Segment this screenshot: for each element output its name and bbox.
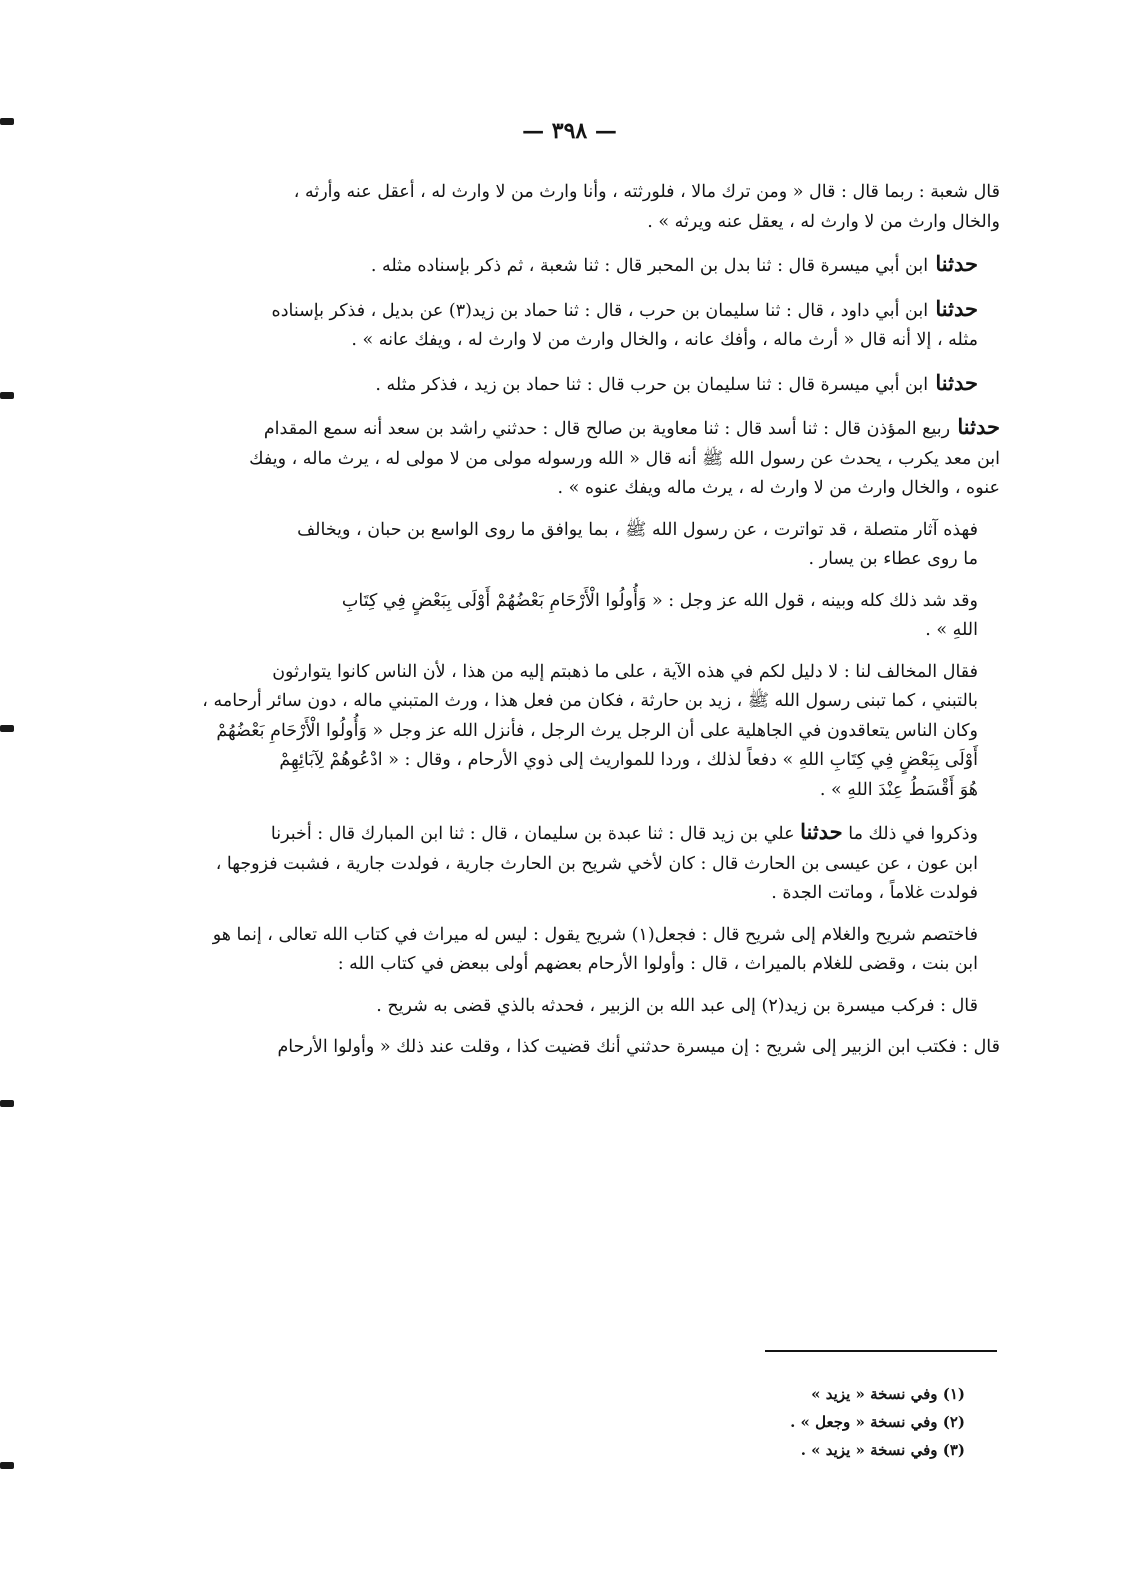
narration-keyword: حدثنا — [800, 819, 843, 844]
footnote-divider — [765, 1350, 997, 1352]
main-text — [128, 178, 1000, 1075]
text-line: عنوه ، والخال وارث من لا وارث له ، يرث ماله ويفك عنوه » . — [557, 478, 1000, 498]
paragraph — [128, 921, 1000, 980]
scan-edge-mark — [0, 1462, 14, 1469]
footnote-3: (٣) وفي نسخة « يزيد » . — [800, 1441, 965, 1459]
text-line-content: وذكروا في ذلك ما — [842, 824, 978, 844]
text-line: أَوْلَى بِبَعْضٍ فِي كِتَابِ اللهِ » دفعاً لذلك ، وردا للمواريث إلى ذوي الأرحام ، وقال : « ادْعُوهُمْ لِآبَائِهِمْ — [279, 750, 978, 770]
text-line — [128, 368, 1000, 401]
text-line: قال شعبة : ربما قال : قال « ومن ترك مالا ، فلورثته ، وأنا وارث من لا وارث له ، أعقل عنه وأرثه ، — [293, 182, 1000, 202]
text-line — [128, 294, 1000, 327]
paragraph — [128, 587, 1000, 646]
text-line — [128, 412, 1000, 445]
text-line-content: ابن أبي داود ، قال : ثنا سليمان بن حرب ، قال : ثنا حماد بن زيد(٣) عن بديل ، فذكر بإسناده — [271, 300, 929, 321]
scan-edge-mark — [0, 118, 14, 125]
text-line: بالتبني ، كما تبنى رسول الله ﷺ ، زيد بن حارثة ، فكان من فعل هذا ، ورث المتبني ماله ، دون سائر أرحامه ، — [202, 691, 978, 711]
narration-keyword: حدثنا — [928, 251, 978, 276]
paragraph — [128, 294, 1000, 356]
narration-keyword: حدثنا — [950, 414, 1000, 439]
text-line: والخال وارث من لا وارث له ، يعقل عنه ويرثه » . — [647, 211, 1000, 232]
text-line: ما روى عطاء بن يسار . — [808, 549, 978, 569]
text-line: فولدت غلاماً ، وماتت الجدة . — [771, 883, 978, 903]
paragraph — [128, 817, 1000, 909]
text-line: وقد شد ذلك كله وبينه ، قول الله عز وجل : « وَأُولُوا الْأَرْحَامِ بَعْضُهُمْ أَوْلَى بِبَعْضٍ فِي كِتَابِ — [341, 590, 978, 611]
text-line: وكان الناس يتعاقدون في الجاهلية على أن الرجل يرث الرجل ، فأنزل الله عز وجل « وَأُولُوا الْأَرْحَامِ بَعْضُهُمْ — [216, 720, 978, 741]
text-line — [128, 249, 1000, 282]
footnotes — [600, 1380, 965, 1464]
text-line: قال : فركب ميسرة بن زيد(٢) إلى عبد الله بن الزبير ، فحدثه بالذي قضى به شريح . — [376, 995, 978, 1016]
paragraph — [128, 178, 1000, 237]
text-line: فقال المخالف لنا : لا دليل لكم في هذه الآية ، على ما ذهبتم إليه من هذا ، لأن الناس كانوا يتوارثون — [272, 661, 978, 682]
text-line-content: ابن أبي ميسرة قال : ثنا سليمان بن حرب قال : ثنا حماد بن زيد ، فذكر مثله . — [375, 374, 929, 395]
text-line-content: ربيع المؤذن قال : ثنا أسد قال : ثنا معاوية بن صالح قال : حدثني راشد بن سعد أنه سمع المقدام — [263, 419, 951, 439]
paragraph — [128, 249, 1000, 282]
scan-edge-mark — [0, 392, 14, 399]
paragraph — [128, 1033, 1000, 1063]
text-line: مثله ، إلا أنه قال « أرث ماله ، وأفك عانه ، والخال وارث من لا وارث له ، ويفك عانه » . — [351, 330, 978, 350]
narration-keyword: حدثنا — [928, 369, 978, 395]
text-line: فاختصم شريح والغلام إلى شريح قال : فجعل(١) شريح يقول : ليس له ميراث في كتاب الله تعالى ، إنما هو — [212, 924, 978, 945]
text-line: ابن بنت ، وقضى للغلام بالميراث ، قال : وأولوا الأرحام بعضهم أولى ببعض في كتاب الله : — [337, 954, 978, 974]
page-number: — ٣٩٨ — — [522, 118, 617, 144]
text-line: قال : فكتب ابن الزبير إلى شريح : إن ميسرة حدثني أنك قضيت كذا ، وقلت عند ذلك « وأولوا الأرحام — [277, 1037, 1000, 1057]
scan-edge-mark — [0, 1100, 14, 1107]
narration-keyword: حدثنا — [928, 295, 978, 321]
text-line: اللهِ » . — [925, 620, 978, 640]
footnote-1: (١) وفي نسخة « يزيد » — [811, 1385, 965, 1403]
text-line: ابن عون ، عن عيسى بن الحارث قال : كان لأخي شريح بن الحارث جارية ، فولدت جارية ، فشبت فزوجها ، — [215, 853, 978, 874]
paragraph — [128, 412, 1000, 504]
text-line — [128, 817, 1000, 850]
text-line-content: علي بن زيد قال : ثنا عبدة بن سليمان ، قال : ثنا ابن المبارك قال : أخبرنا — [270, 824, 801, 844]
scan-edge-mark — [0, 725, 14, 732]
text-line-content: ابن أبي ميسرة قال : ثنا بدل بن المحبر قال : ثنا شعبة ، ثم ذكر بإسناده مثله . — [370, 256, 929, 276]
text-line: هُوَ أَقْسَطُ عِنْدَ اللهِ » . — [819, 779, 978, 800]
footnote-2: (٢) وفي نسخة « وجعل » . — [790, 1413, 965, 1431]
text-line: ابن معد يكرب ، يحدث عن رسول الله ﷺ أنه قال « الله ورسوله مولى من لا مولى له ، يرث ماله ، ويفك — [249, 448, 1000, 469]
text-line: فهذه آثار متصلة ، قد تواترت ، عن رسول الله ﷺ ، بما يوافق ما روى الواسع بن حبان ، ويخالف — [297, 519, 978, 540]
paragraph — [128, 992, 1000, 1022]
paragraph — [128, 658, 1000, 806]
paragraph — [128, 516, 1000, 575]
paragraph — [128, 368, 1000, 401]
